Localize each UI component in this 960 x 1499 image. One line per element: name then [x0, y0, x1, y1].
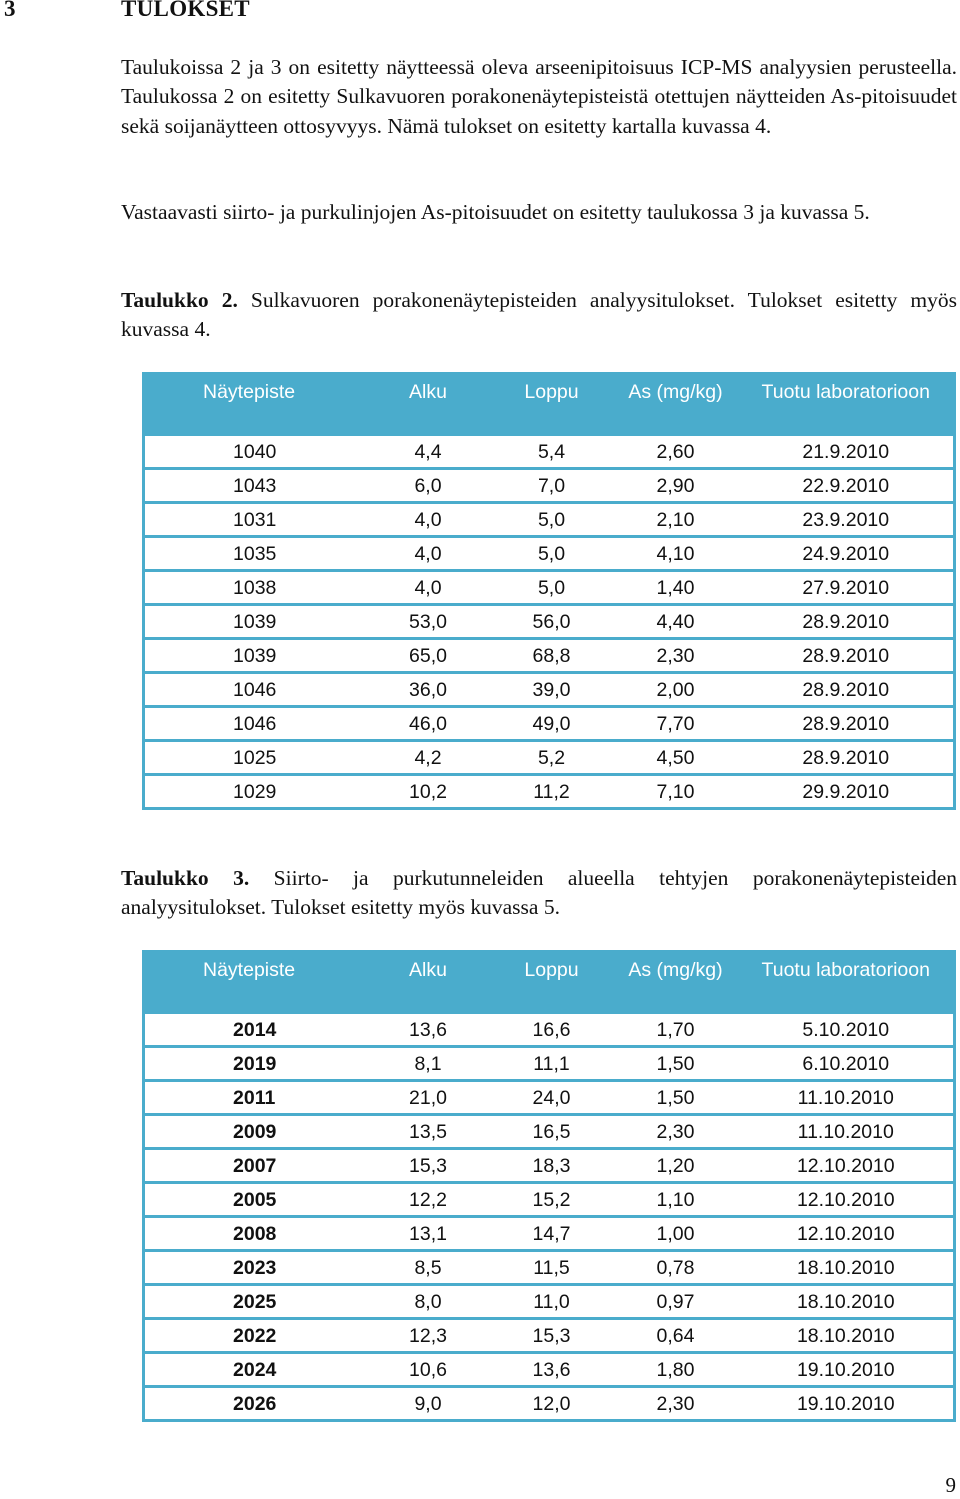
- table3-cell-start: 13,5: [366, 1115, 491, 1149]
- table2-cell-lab-date: 24.9.2010: [739, 537, 955, 571]
- table3-cell-arsenic: 1,10: [613, 1183, 739, 1217]
- table2-cell-lab-date: 28.9.2010: [739, 673, 955, 707]
- table2-header-arsenic: As (mg/kg): [613, 374, 739, 437]
- table3-cell-arsenic: 1,50: [613, 1047, 739, 1081]
- table2-cell-sample-point: 1031: [144, 503, 366, 537]
- table3-caption: [121, 864, 957, 923]
- table-row: [144, 1251, 955, 1285]
- table2-cell-start: 4,4: [414, 440, 442, 463]
- table3-cell-end: 12,0: [491, 1387, 613, 1421]
- table2-cell-arsenic: 2,00: [613, 673, 739, 707]
- table3-cell-sample-point: 2026: [144, 1387, 366, 1421]
- table-row: [144, 741, 955, 775]
- table3-cell-end: 11,0: [491, 1285, 613, 1319]
- table3-cell-start: 12,2: [366, 1183, 491, 1217]
- table3-cell-arsenic: 1,80: [613, 1353, 739, 1387]
- section-heading: [4, 0, 250, 22]
- table3-cell-start: 10,6: [366, 1353, 491, 1387]
- table2-cell-sample-point: 1040: [233, 440, 277, 463]
- table2-cell-start: 4,0: [366, 537, 491, 571]
- table2-cell-lab-date: 28.9.2010: [739, 741, 955, 775]
- table-row: [144, 436, 955, 469]
- table3-header-row: [144, 952, 955, 1015]
- table3-cell-end: 15,3: [491, 1319, 613, 1353]
- table2-body: [144, 436, 955, 809]
- table2-cell-arsenic: 2,60: [656, 440, 695, 463]
- table3-cell-lab-date: 6.10.2010: [739, 1047, 955, 1081]
- table3-cell-start: 15,3: [366, 1149, 491, 1183]
- table3-cell-start: 8,1: [366, 1047, 491, 1081]
- table3-header-sample-point: Näytepiste: [144, 952, 366, 1015]
- table3-cell-sample-point: 2023: [144, 1251, 366, 1285]
- table2-cell-sample-point: 1025: [144, 741, 366, 775]
- table2-cell-sample-point: 1046: [144, 673, 366, 707]
- table2-cell-arsenic: 7,70: [613, 707, 739, 741]
- table-row: [144, 537, 955, 571]
- table2-cell-sample-point: 1046: [144, 707, 366, 741]
- table-row: [144, 503, 955, 537]
- table2-cell-sample-point: 1035: [144, 537, 366, 571]
- table2-cell-sample-point: 1029: [144, 775, 366, 809]
- table2-cell-lab-date: 27.9.2010: [739, 571, 955, 605]
- table2-cell-end: 49,0: [491, 707, 613, 741]
- table2-header-lab-date: Tuotu laboratorioon: [739, 374, 955, 437]
- table3-caption-text: Siirto- ja purkutunneleiden alueella tehtyjen porakonenäytepisteiden analyysitulokset. Tulokset esitetty myös kuvassa 5.: [121, 866, 957, 920]
- table3-cell-start: 12,3: [366, 1319, 491, 1353]
- table3-cell-sample-point: 2024: [144, 1353, 366, 1387]
- table3-cell-arsenic: 1,20: [613, 1149, 739, 1183]
- table-row: [144, 605, 955, 639]
- table2-cell-start: 10,2: [366, 775, 491, 809]
- table2-cell-arsenic: 1,40: [613, 571, 739, 605]
- table2-cell-arsenic: 4,10: [613, 537, 739, 571]
- table2-cell-sample-point: 1043: [144, 469, 366, 503]
- intro-paragraph: Taulukoissa 2 ja 3 on esitetty näytteessä oleva arseenipitoisuus ICP-MS analyysien perusteella. Taulukossa 2 on esitetty Sulkavuoren porakonenäytepisteistä otettujen näytteiden As-pitoisuudet sekä soijanäytteen ottosyvyys. Nämä tulokset on esitetty kartalla kuvassa 4.: [121, 55, 957, 138]
- table3-cell-end: 14,7: [491, 1217, 613, 1251]
- section-title: TULOKSET: [121, 0, 250, 21]
- table3-cell-arsenic: 2,30: [613, 1115, 739, 1149]
- table-row: [144, 1014, 955, 1047]
- table2-cell-start: 46,0: [366, 707, 491, 741]
- table2-cell-lab-date: 23.9.2010: [739, 503, 955, 537]
- table3-cell-lab-date: 18.10.2010: [739, 1319, 955, 1353]
- table2-header-row: [144, 374, 955, 437]
- table-row: [144, 707, 955, 741]
- table3-header-arsenic: As (mg/kg): [613, 952, 739, 1015]
- table3-cell-arsenic: 1,00: [613, 1217, 739, 1251]
- table-row: [144, 673, 955, 707]
- table2-cell-end: 7,0: [491, 469, 613, 503]
- table3-cell-sample-point: 2007: [144, 1149, 366, 1183]
- table2-cell-end: 39,0: [491, 673, 613, 707]
- table2-cell-arsenic: 2,90: [613, 469, 739, 503]
- table3-cell-sample-point: 2022: [144, 1319, 366, 1353]
- table3-cell-sample-point: 2014: [233, 1018, 277, 1041]
- table3-header-end: Loppu: [491, 952, 613, 1015]
- table2-cell-start: 4,2: [366, 741, 491, 775]
- table2-cell-sample-point: 1039: [144, 605, 366, 639]
- table3-cell-sample-point: 2008: [144, 1217, 366, 1251]
- table2-cell-lab-date: 29.9.2010: [739, 775, 955, 809]
- table2: [142, 372, 956, 810]
- table3: [142, 950, 956, 1422]
- table-row: [144, 1387, 955, 1421]
- table-row: [144, 639, 955, 673]
- table3-cell-lab-date: 18.10.2010: [739, 1251, 955, 1285]
- table3-cell-lab-date: 19.10.2010: [739, 1353, 955, 1387]
- table3-cell-end: 13,6: [491, 1353, 613, 1387]
- second-paragraph: Vastaavasti siirto- ja purkulinjojen As-pitoisuudet on esitetty taulukossa 3 ja kuvassa 5.: [121, 200, 870, 224]
- table2-cell-end: 11,2: [491, 775, 613, 809]
- table2-cell-start: 36,0: [366, 673, 491, 707]
- table-row: [144, 1217, 955, 1251]
- table-row: [144, 469, 955, 503]
- table3-cell-start: 21,0: [366, 1081, 491, 1115]
- table2-cell-start: 6,0: [366, 469, 491, 503]
- table3-cell-arsenic: 0,78: [613, 1251, 739, 1285]
- table3-header-start: Alku: [366, 952, 491, 1015]
- table3-cell-end: 11,5: [491, 1251, 613, 1285]
- table-row: [144, 1047, 955, 1081]
- table3-cell-end: 16,5: [491, 1115, 613, 1149]
- table2-caption: [121, 286, 957, 345]
- table2-cell-arsenic: 2,30: [613, 639, 739, 673]
- table2-cell-arsenic: 4,40: [613, 605, 739, 639]
- table3-cell-end: 16,6: [532, 1018, 571, 1041]
- table2-cell-end: 5,2: [491, 741, 613, 775]
- table3-cell-end: 15,2: [491, 1183, 613, 1217]
- table2-cell-start: 4,0: [366, 571, 491, 605]
- table2-header-end: Loppu: [491, 374, 613, 437]
- table-row: [144, 571, 955, 605]
- table2-cell-end: 5,0: [491, 571, 613, 605]
- table2-cell-start: 4,0: [366, 503, 491, 537]
- table2-caption-text: Sulkavuoren porakonenäytepisteiden analyysitulokset. Tulokset esitetty myös kuvassa 4.: [121, 288, 957, 342]
- table3-cell-sample-point: 2025: [144, 1285, 366, 1319]
- table3-cell-sample-point: 2019: [144, 1047, 366, 1081]
- table3-cell-arsenic: 0,97: [613, 1285, 739, 1319]
- page-number: 9: [945, 1473, 956, 1497]
- table3-cell-lab-date: 5.10.2010: [802, 1018, 890, 1041]
- table3-cell-end: 18,3: [491, 1149, 613, 1183]
- table3-cell-lab-date: 11.10.2010: [739, 1081, 955, 1115]
- table2-cell-end: 56,0: [491, 605, 613, 639]
- table-row: [144, 1115, 955, 1149]
- table-row: [144, 1081, 955, 1115]
- table2-cell-start: 53,0: [366, 605, 491, 639]
- table3-cell-end: 24,0: [491, 1081, 613, 1115]
- table2-cell-lab-date: 28.9.2010: [739, 605, 955, 639]
- table-row: [144, 1319, 955, 1353]
- table3-cell-lab-date: 11.10.2010: [739, 1115, 955, 1149]
- table2-cell-lab-date: 21.9.2010: [802, 440, 890, 463]
- table2-cell-end: 5,0: [491, 537, 613, 571]
- table-row: [144, 1353, 955, 1387]
- table-row: [144, 775, 955, 809]
- table3-cell-start: 9,0: [366, 1387, 491, 1421]
- table2-cell-end: 5,4: [537, 440, 566, 463]
- table3-cell-sample-point: 2005: [144, 1183, 366, 1217]
- table3-cell-sample-point: 2011: [144, 1081, 366, 1115]
- table2-cell-lab-date: 28.9.2010: [739, 707, 955, 741]
- table2-cell-end: 5,0: [491, 503, 613, 537]
- table2-cell-lab-date: 22.9.2010: [739, 469, 955, 503]
- table3-cell-lab-date: 12.10.2010: [739, 1149, 955, 1183]
- table3-cell-start: 13,6: [409, 1018, 447, 1041]
- table-row: [144, 1149, 955, 1183]
- table2-header-start: Alku: [366, 374, 491, 437]
- table3-cell-sample-point: 2009: [144, 1115, 366, 1149]
- table-row: [144, 1285, 955, 1319]
- table3-cell-start: 8,0: [366, 1285, 491, 1319]
- table2-cell-arsenic: 7,10: [613, 775, 739, 809]
- table3-cell-arsenic: 0,64: [613, 1319, 739, 1353]
- table2-cell-end: 68,8: [491, 639, 613, 673]
- table2-cell-arsenic: 4,50: [613, 741, 739, 775]
- table3-cell-lab-date: 12.10.2010: [739, 1217, 955, 1251]
- table3-cell-end: 11,1: [491, 1047, 613, 1081]
- table2-cell-sample-point: 1038: [144, 571, 366, 605]
- table3-cell-start: 13,1: [366, 1217, 491, 1251]
- table3-header-lab-date: Tuotu laboratorioon: [739, 952, 955, 1015]
- table3-cell-arsenic: 2,30: [613, 1387, 739, 1421]
- section-number: 3: [4, 0, 16, 21]
- table-row: [144, 1183, 955, 1217]
- table3-body: [144, 1014, 955, 1421]
- table3-cell-lab-date: 19.10.2010: [739, 1387, 955, 1421]
- table2-cell-start: 65,0: [366, 639, 491, 673]
- table3-cell-lab-date: 12.10.2010: [739, 1183, 955, 1217]
- table2-caption-label: Taulukko 2.: [121, 288, 238, 312]
- table3-caption-label: Taulukko 3.: [121, 866, 250, 890]
- table3-cell-start: 8,5: [366, 1251, 491, 1285]
- table2-header-sample-point: Näytepiste: [144, 374, 366, 437]
- table2-cell-lab-date: 28.9.2010: [739, 639, 955, 673]
- table3-cell-arsenic: 1,50: [613, 1081, 739, 1115]
- table3-cell-arsenic: 1,70: [656, 1018, 695, 1041]
- table3-cell-lab-date: 18.10.2010: [739, 1285, 955, 1319]
- table2-cell-sample-point: 1039: [144, 639, 366, 673]
- table2-cell-arsenic: 2,10: [613, 503, 739, 537]
